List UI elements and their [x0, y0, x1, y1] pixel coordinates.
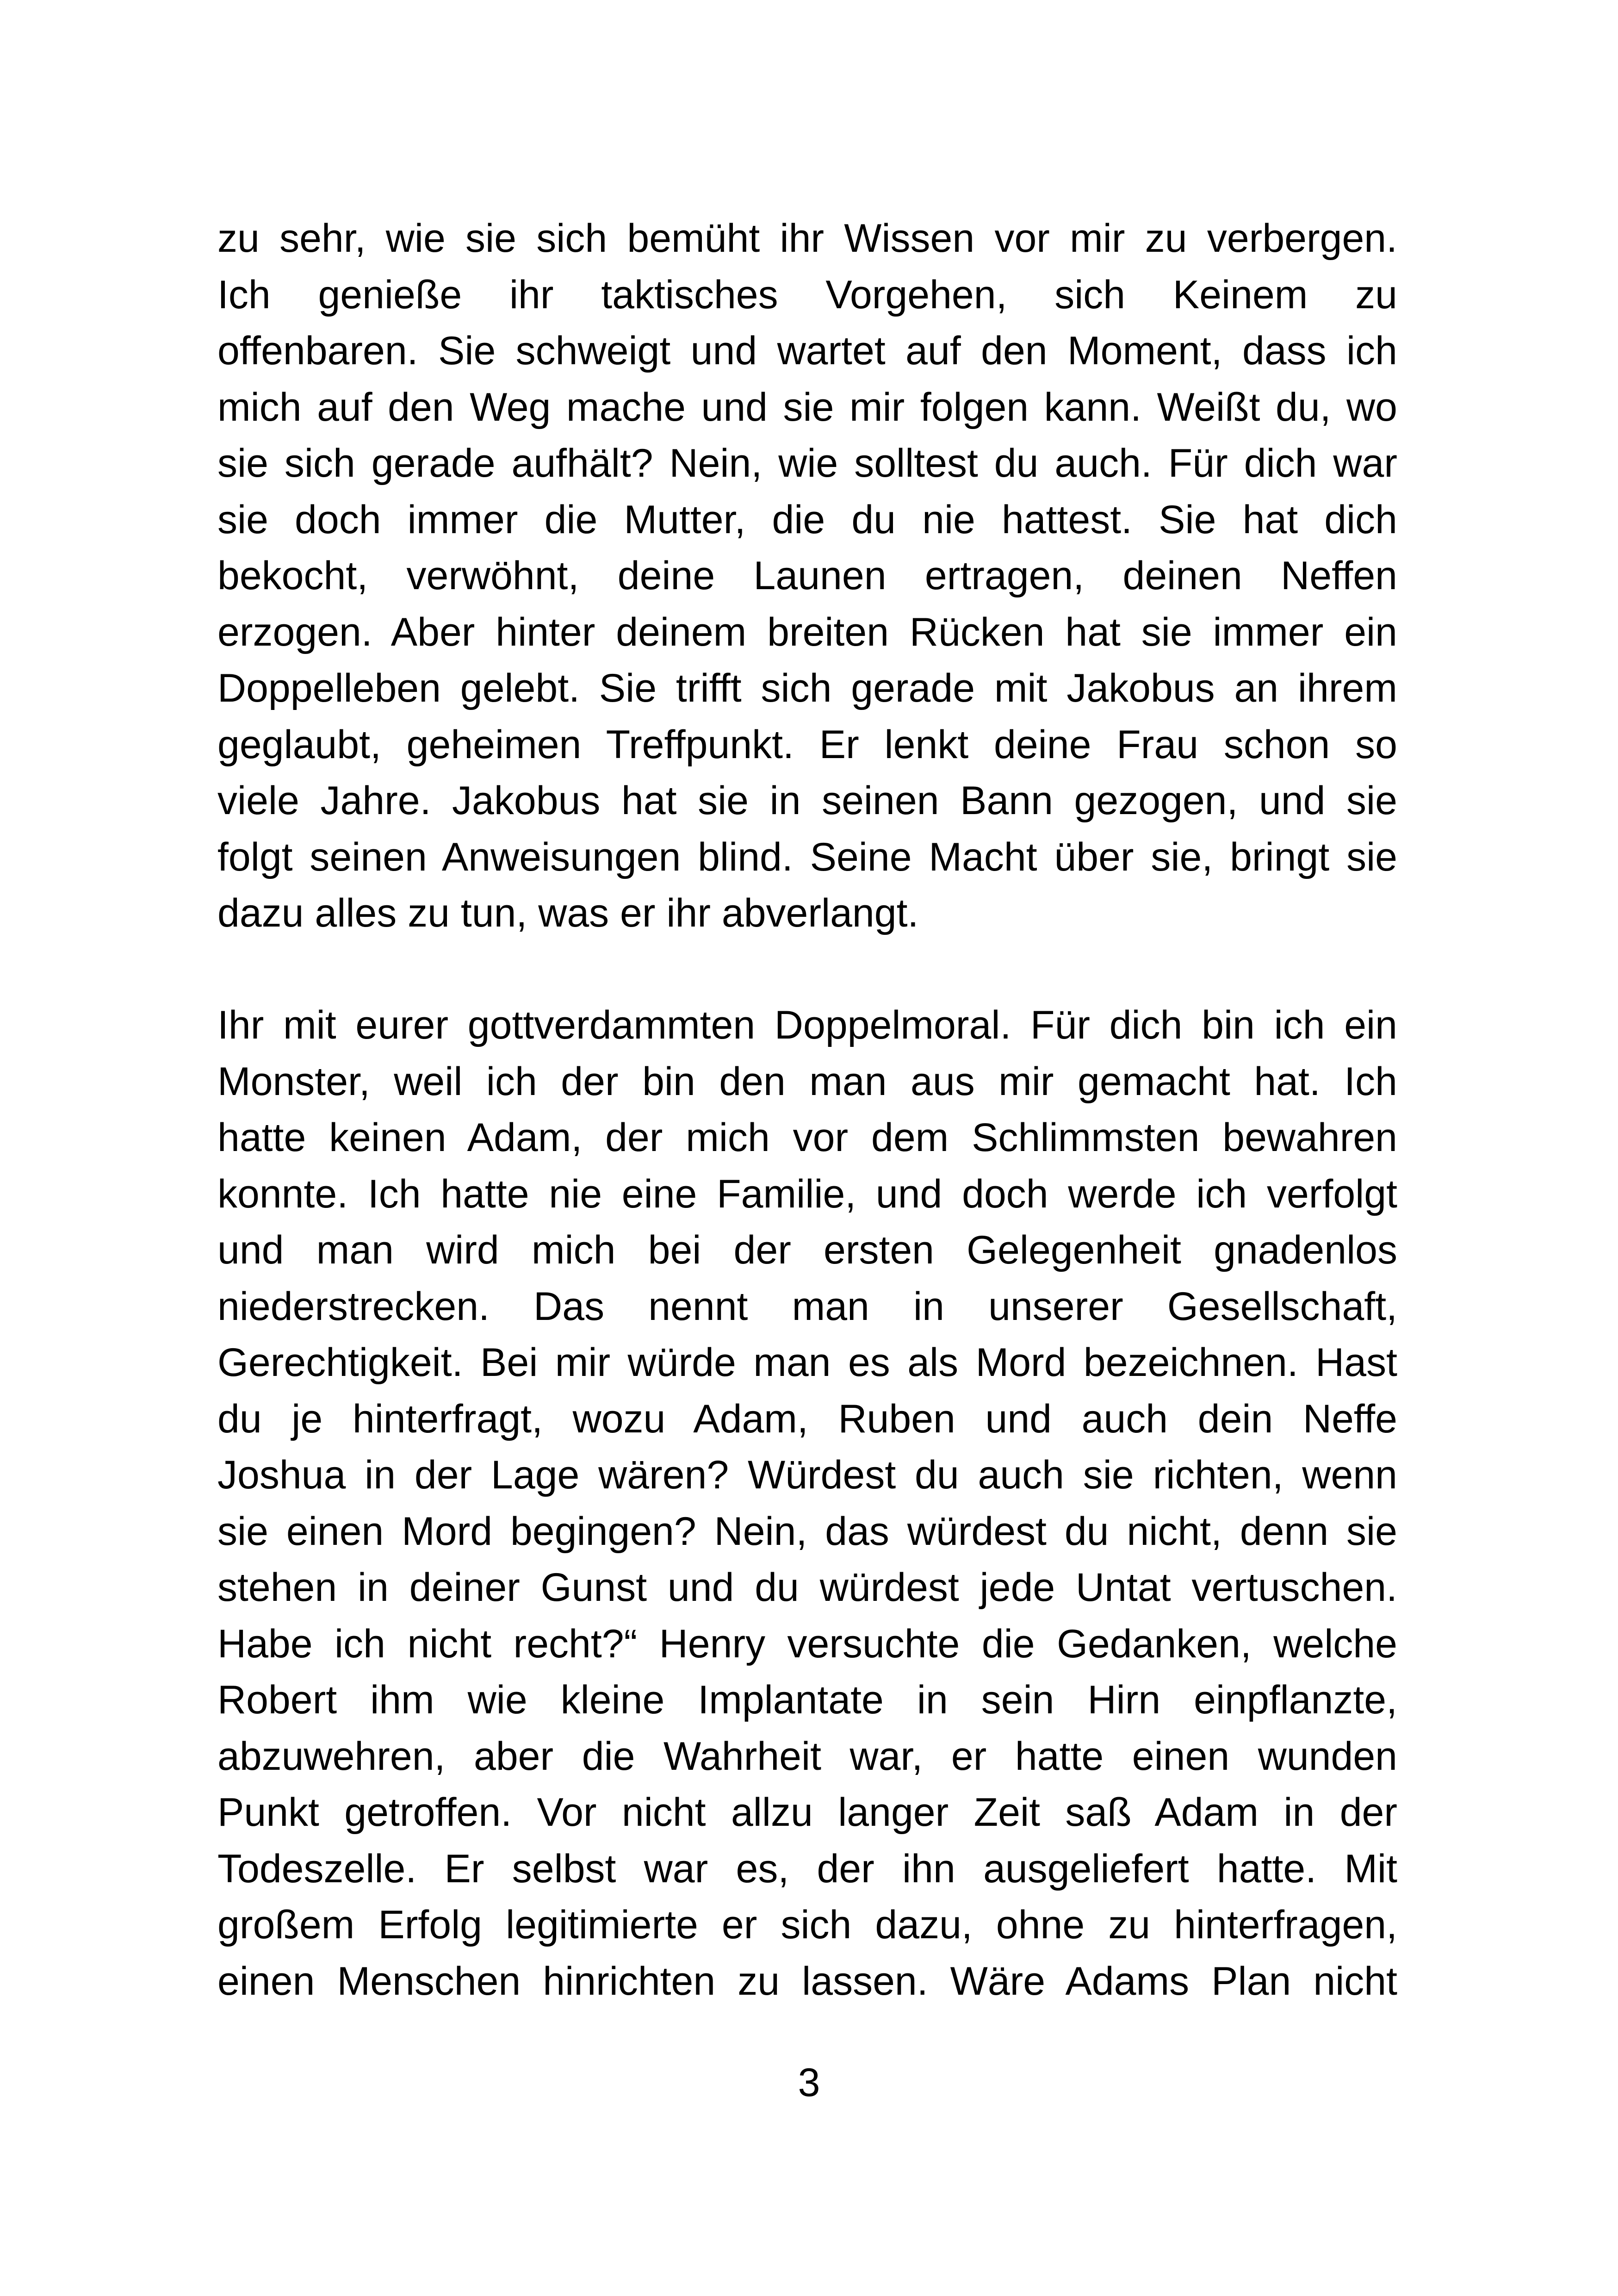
paragraph-1	[217, 211, 1397, 942]
text-line: Ihr mit eurer gottverdammten Doppelmoral. Für dich bin ich ein	[217, 1003, 1397, 1047]
text-line: konnte. Ich hatte nie eine Familie, und doch werde ich verfolgt	[217, 1171, 1397, 1216]
text-line: abzuwehren, aber die Wahrheit war, er hatte einen wunden	[217, 1734, 1397, 1779]
text-line: bekocht, verwöhnt, deine Launen ertragen, deinen Neffen	[217, 554, 1397, 598]
text-line: sie doch immer die Mutter, die du nie hattest. Sie hat dich	[217, 497, 1397, 542]
text-line: erzogen. Aber hinter deinem breiten Rücken hat sie immer ein	[217, 610, 1397, 654]
text-line: folgt seinen Anweisungen blind. Seine Macht über sie, bringt sie	[217, 834, 1397, 879]
paragraph-2	[217, 997, 1397, 2010]
text-line: Habe ich nicht recht?“ Henry versuchte die Gedanken, welche	[217, 1621, 1397, 1666]
text-line: hatte keinen Adam, der mich vor dem Schlimmsten bewahren	[217, 1115, 1397, 1160]
text-line: offenbaren. Sie schweigt und wartet auf den Moment, dass ich	[217, 329, 1397, 373]
page-number: 3	[798, 2060, 820, 2105]
text-line: großem Erfolg legitimierte er sich dazu, ohne zu hinterfragen,	[217, 1903, 1397, 1947]
text-line: sie einen Mord begingen? Nein, das würdest du nicht, denn sie	[217, 1509, 1397, 1554]
text-line: Ich genieße ihr taktisches Vorgehen, sich Keinem zu	[217, 272, 1397, 317]
text-line: viele Jahre. Jakobus hat sie in seinen Bann gezogen, und sie	[217, 778, 1397, 823]
text-line: geglaubt, geheimen Treffpunkt. Er lenkt deine Frau schon so	[217, 722, 1397, 767]
text-line: Robert ihm wie kleine Implantate in sein Hirn einpflanzte,	[217, 1678, 1397, 1722]
text-line: Doppelleben gelebt. Sie trifft sich gerade mit Jakobus an ihrem	[217, 666, 1397, 710]
text-line: niederstrecken. Das nennt man in unserer Gesellschaft,	[217, 1284, 1397, 1329]
text-line: du je hinterfragt, wozu Adam, Ruben und auch dein Neffe	[217, 1396, 1397, 1441]
text-line: zu sehr, wie sie sich bemüht ihr Wissen vor mir zu verbergen.	[217, 216, 1397, 261]
text-line: mich auf den Weg mache und sie mir folgen kann. Weißt du, wo	[217, 385, 1397, 429]
text-line: stehen in deiner Gunst und du würdest jede Untat vertuschen.	[217, 1565, 1397, 1610]
text-line: Gerechtigkeit. Bei mir würde man es als Mord bezeichnen. Hast	[217, 1340, 1397, 1385]
text-line: Monster, weil ich der bin den man aus mir gemacht hat. Ich	[217, 1059, 1397, 1104]
text-line: und man wird mich bei der ersten Gelegenheit gnadenlos	[217, 1228, 1397, 1272]
text-line: dazu alles zu tun, was er ihr abverlangt.	[217, 891, 919, 935]
text-line: Todeszelle. Er selbst war es, der ihn ausgeliefert hatte. Mit	[217, 1846, 1397, 1891]
text-line: Joshua in der Lage wären? Würdest du auch sie richten, wenn	[217, 1453, 1397, 1497]
text-line: sie sich gerade aufhält? Nein, wie solltest du auch. Für dich war	[217, 441, 1397, 485]
text-line: einen Menschen hinrichten zu lassen. Wäre Adams Plan nicht	[217, 1959, 1397, 2004]
text-line: Punkt getroffen. Vor nicht allzu langer Zeit saß Adam in der	[217, 1790, 1397, 1835]
